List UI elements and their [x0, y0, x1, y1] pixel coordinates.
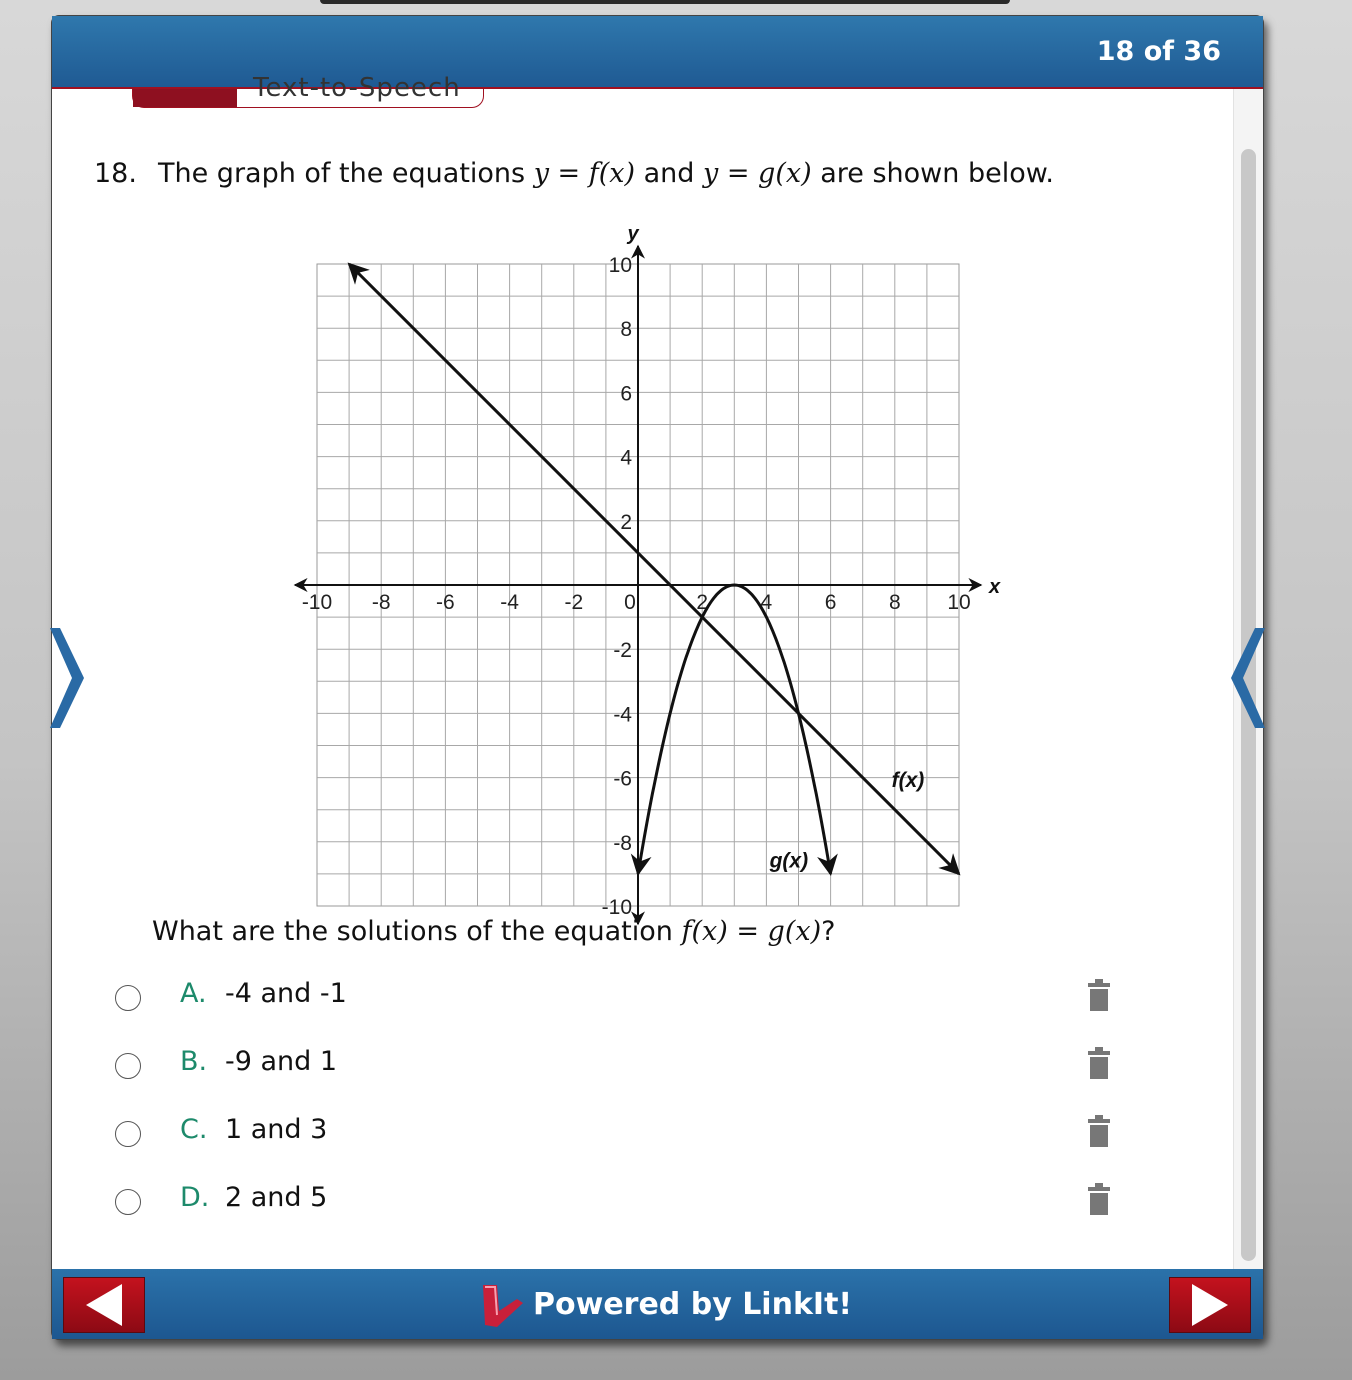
- choice-text: -9 and 1: [225, 1046, 338, 1077]
- radio-button[interactable]: [115, 1053, 141, 1079]
- answer-choice-c[interactable]: [112, 1114, 1122, 1170]
- equation-f: y = f(x): [533, 158, 636, 189]
- radio-button[interactable]: [115, 1189, 141, 1215]
- answer-choice-a[interactable]: [112, 978, 1122, 1034]
- trash-icon[interactable]: [1086, 1182, 1112, 1216]
- question-content: [52, 89, 1232, 1269]
- y-tick-label: -6: [613, 767, 632, 791]
- x-tick-label: -10: [301, 591, 333, 614]
- arrow-right-icon: [1170, 1278, 1250, 1332]
- question-progress: 18 of 36: [1096, 36, 1221, 67]
- question-stem: [158, 158, 1054, 189]
- answer-choice-b[interactable]: [112, 1046, 1122, 1102]
- trash-icon[interactable]: [1086, 1114, 1112, 1148]
- next-panel-chevron-icon[interactable]: [50, 628, 84, 728]
- y-tick-label: 10: [608, 254, 632, 277]
- y-tick-label: -2: [613, 639, 632, 663]
- y-tick-label: -10: [601, 896, 632, 919]
- y-tick-label: -8: [613, 831, 632, 855]
- radio-button[interactable]: [115, 1121, 141, 1147]
- prompt-equation: f(x) = g(x): [681, 916, 822, 947]
- answer-choice-d[interactable]: [112, 1182, 1122, 1238]
- choice-letter: C.: [180, 1114, 208, 1145]
- g-of-x-label: g(x): [769, 849, 809, 873]
- question-number: 18.: [94, 158, 137, 189]
- x-tick-label: 2: [696, 591, 709, 614]
- choice-text: -4 and -1: [225, 978, 347, 1009]
- previous-panel-chevron-icon[interactable]: [1231, 628, 1265, 728]
- arrow-left-icon: [64, 1278, 144, 1332]
- question-prompt: [152, 916, 835, 947]
- choice-text: 2 and 5: [225, 1182, 328, 1213]
- brand-logo: [477, 1281, 853, 1331]
- powered-by-text: Powered by LinkIt!: [533, 1287, 853, 1322]
- x-tick-label: 10: [947, 591, 971, 614]
- prompt-text: What are the solutions of the equation: [152, 916, 682, 947]
- trash-icon[interactable]: [1086, 978, 1112, 1012]
- linkit-logo-icon: [477, 1281, 527, 1331]
- y-tick-label: 4: [620, 446, 632, 470]
- choice-letter: D.: [180, 1182, 210, 1213]
- x-tick-label: 8: [888, 591, 901, 614]
- f-of-x-label: f(x): [891, 769, 925, 793]
- trash-icon[interactable]: [1086, 1046, 1112, 1080]
- x-tick-label: -4: [500, 591, 519, 614]
- choice-letter: A.: [180, 978, 207, 1009]
- x-tick-label: -6: [436, 591, 455, 614]
- y-tick-label: 8: [620, 318, 632, 342]
- x-tick-label: -8: [371, 591, 391, 614]
- radio-button[interactable]: [115, 985, 141, 1011]
- footer-bar: [52, 1269, 1263, 1339]
- coordinate-graph: [282, 209, 1002, 929]
- y-axis-label: y: [627, 223, 639, 245]
- assessment-window: [51, 15, 1264, 1340]
- equation-g: y = g(x): [703, 158, 812, 189]
- x-tick-label: 4: [760, 591, 773, 614]
- choice-text: 1 and 3: [225, 1114, 328, 1145]
- stem-text-start: The graph of the equations: [158, 158, 534, 189]
- x-tick-label: -2: [564, 591, 584, 614]
- window-top-shadow: [320, 0, 1010, 4]
- stem-text-and: and: [635, 158, 704, 189]
- y-tick-label: 2: [620, 510, 632, 534]
- x-axis-label: x: [989, 576, 1001, 598]
- next-question-button[interactable]: [1169, 1277, 1251, 1333]
- x-tick-label: 6: [824, 591, 837, 614]
- previous-question-button[interactable]: [63, 1277, 145, 1333]
- y-tick-label: -4: [613, 703, 632, 727]
- y-tick-label: 6: [620, 382, 632, 406]
- stem-text-end: are shown below.: [811, 158, 1054, 189]
- text-to-speech-label: Text-to-Speech: [253, 73, 461, 103]
- prompt-question-mark: ?: [821, 916, 836, 947]
- x-tick-label: 0: [624, 591, 636, 614]
- choice-letter: B.: [180, 1046, 208, 1077]
- header-bar: [52, 16, 1263, 89]
